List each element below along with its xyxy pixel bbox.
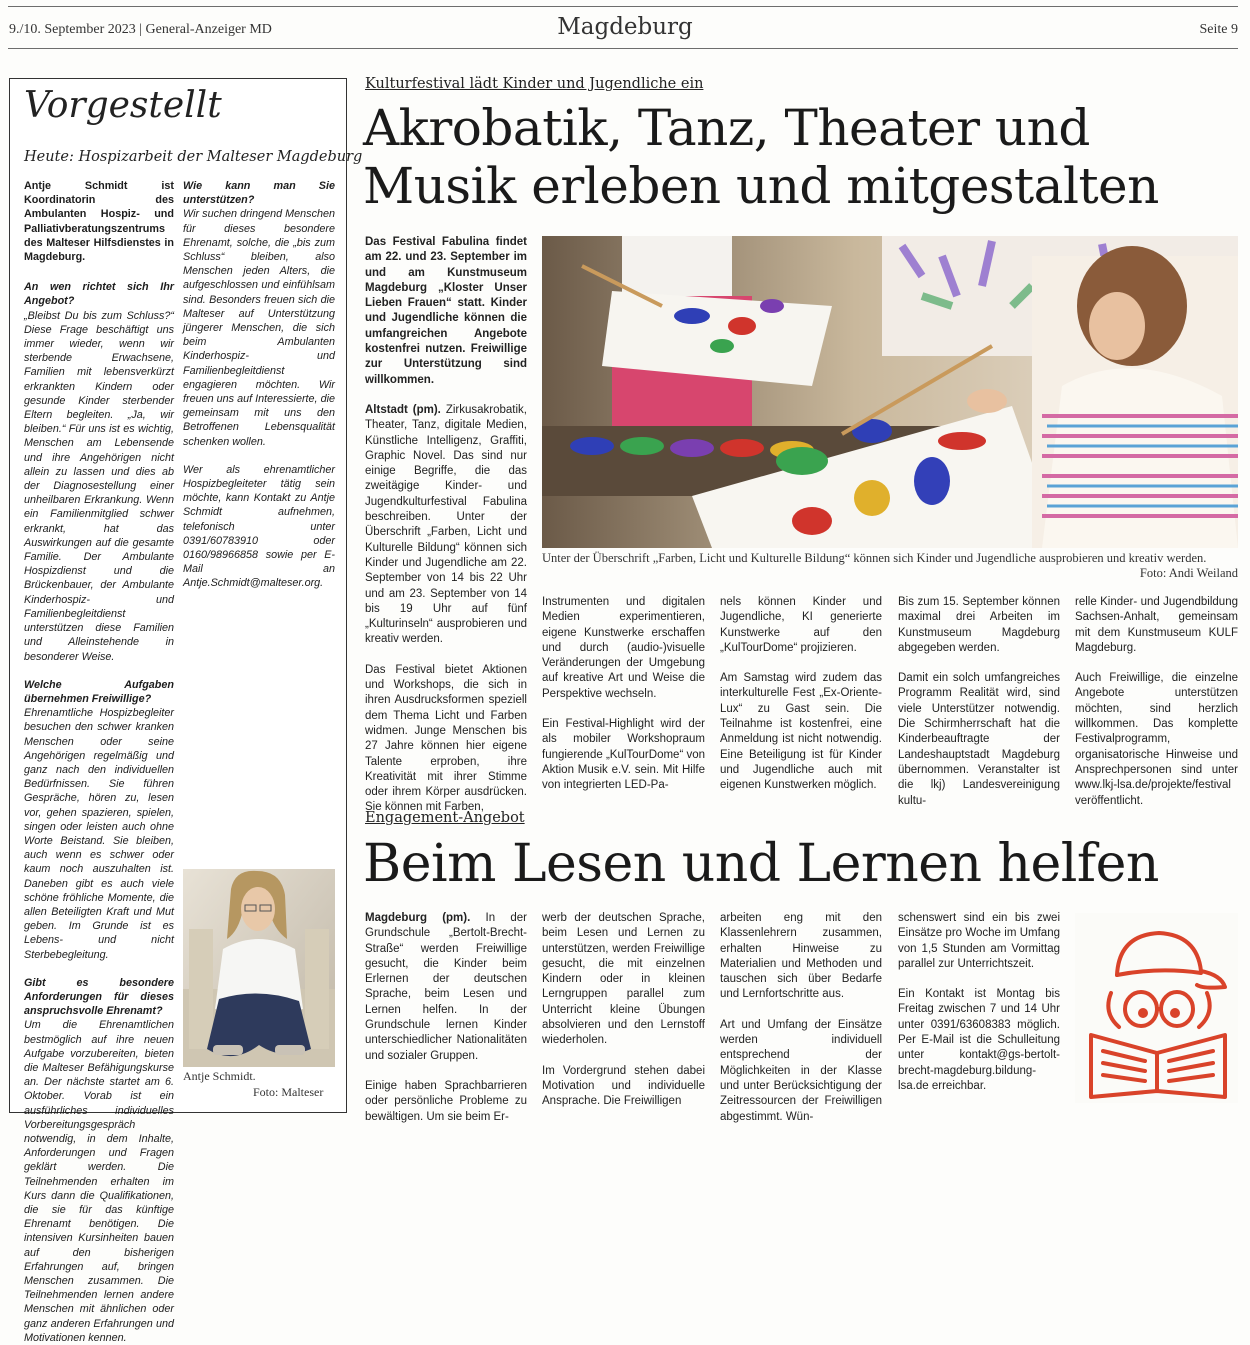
sidebar-title: Vorgestellt	[24, 85, 222, 126]
article1-column-4	[898, 595, 1060, 807]
portrait-credit: Foto: Malteser	[253, 1085, 324, 1099]
portrait-caption: Antje Schmidt.	[183, 1069, 256, 1083]
article1-c3a: nels können Kinder und Jugendliche, KI generierte Kunstwerke auf den „KulTourDome“ projizieren.	[720, 596, 882, 654]
article1-column-2	[542, 595, 705, 795]
article1-c5b: Auch Freiwillige, die einzelne Angebote unterstützen möchten, sind herzlich willkommen. Das komplette Festivalprogramm, organisatorische Hinweise und Ansprechpersonen sind unter www.lkj-lsa.de/projekte/festival veröffentlicht.	[1075, 672, 1238, 807]
reading-child-icon	[1075, 913, 1238, 1103]
article2-c1a: In der Grundschule „Bertolt-Brecht-Straße“ werden Freiwillige gesucht, die Kinder beim Erlernen der deutschen Sprache, beim Lesen und Lernen helfen. In der Grundschule lernen Kinder unterschiedlicher Nationalitäten und sozialer Gruppen.	[365, 912, 527, 1062]
question-2: Welche Aufgaben übernehmen Freiwillige?	[24, 678, 174, 705]
article2-headline: Beim Lesen und Lernen helfen	[363, 834, 1159, 894]
article2-kicker: Engagement-Angebot	[365, 810, 525, 826]
article1-c5a: relle Kinder- und Jugendbildung Sachsen-Anhalt, gemeinsam mit dem Kunstmuseum KULF Magdeburg.	[1075, 596, 1238, 654]
section-title: Magdeburg	[557, 14, 693, 40]
answer-4: Wir suchen dringend Menschen für dieses besondere Ehrenamt, solche, die „bis zum Schluss“ bleiben, also Menschen jeden Alters, die aufgeschlossen und einfühlsam sind. Besonders freuen sich die Malteser auf Unterstützung jüngerer Menschen, die sich beim Ambulanten Kinderhospiz- und Familienbegleitdienst engagieren möchten. Wir freuen uns auf Interessierte, die gemeinsam mit uns den Betroffenen Lebensqualität schenken wollen.	[183, 208, 335, 448]
article1-c4a: Bis zum 15. September können maximal drei Arbeiten im Kunstmuseum Magdeburg abgegeben werden.	[898, 596, 1060, 654]
article2-column-1	[365, 911, 527, 1123]
article1-p1-text: Zirkusakrobatik, Theater, Tanz, digitale Medien, Künstliche Intelligenz, Graffiti, Graphic Novel. Das sind nur einige Begriffe, die das zweitägige Kinder- und Jugendkulturfestival Fabulina beschreiben. Unter der Überschrift „Farben, Licht und Kulturelle Bildung“ können sich Kinder und Jugendliche am 22. September von 14 bis 22 Uhr und am 23. September von 14 bis 19 Uhr auf fünf „Kulturinseln“ ausprobieren und kreativ werden.	[365, 403, 527, 646]
sidebar-subtitle: Heute: Hospizarbeit der Malteser Magdeburg	[24, 149, 363, 165]
article2-column-2	[542, 911, 705, 1111]
article1-headline-line2: Musik erleben und mitgestalten	[363, 157, 1159, 215]
article2-c4b: Ein Kontakt ist Montag bis Freitag zwischen 7 und 14 Uhr unter 0391/63608383 möglich. Per E-Mail ist die Schulleitung unter kontakt@gs-bertolt-brecht-magdeburg.bildung-lsa.de erreichbar.	[898, 988, 1060, 1092]
article1-column-1	[365, 235, 527, 814]
portrait-photo	[183, 869, 335, 1067]
header-top-rule	[8, 6, 1238, 7]
answer-3: Um die Ehrenamtlichen bestmöglich auf ihre neuen Aufgabe vorzubereiten, bieten die Malteser Befähigungskurse an. Der nächste startet am 6. Oktober. Vorab ist ein ausführliches individuelles Vorbereitungsgespräch notwendig, in dem Inhalte, Anforderungen und Fragen geklärt werden. Die Teilnehmenden erhalten im Kurs dann die Qualifikationen, die sie für das künftige Ehrenamt benötigen. Die intensiven Kursinheiten bauen auf den bisherigen Erfahrungen auf, bringen Menschen zusammen. Die Teilnehmenden lernen andere Menschen mit ähnlichen oder ganz anderen Erfahrungen und Motivationen kennen.	[24, 1019, 174, 1344]
article1-dateline: Altstadt (pm).	[365, 403, 441, 416]
festival-photo-credit: Foto: Andi Weiland	[1139, 566, 1238, 580]
article1-c2a: Instrumenten und digitalen Medien experimentieren, eigene Kunstwerke erschaffen und durch (audio-)visuelle Veränderungen der Umgebung auf kreative Art und Weise die Perspektive wechseln.	[542, 596, 705, 700]
article1-c4b: Damit ein solch umfangreiches Programm Realität wird, sind viele Unterstützer notwendig. Die Schirmherrschaft hat die Kinderbeauftragte der Landeshauptstadt Magdeburg übernommen. Veranstalter ist die lkj) Landesvereinigung kultu-	[898, 672, 1060, 807]
article1-c3b: Am Samstag wird zudem das interkulturelle Fest „Ex-Oriente-Lux“ zu Gast sein. Die Teilnahme ist kostenfrei, eine Anmeldung ist nicht notwendig. Eine Beteiligung ist für Kinder und Jugendliche auch mit eigenen Kunstwerken möglich.	[720, 672, 882, 792]
festival-photo-caption-block	[542, 551, 1238, 581]
sidebar-box	[9, 78, 363, 1344]
article2-c2a: werb der deutschen Sprache, beim Lesen und Lernen zu unterstützen, werden Freiwillige gesucht, die mit einzelnen Kindern oder in kleinen Lerngruppen parallel zum Unterricht kleine Übungen absolvieren und den Lernstoff wiederholen.	[542, 912, 705, 1047]
article1-paragraph-1	[365, 403, 527, 648]
contact-info: Wer als ehrenamtlicher Hospizbegleiteter tätig sein möchte, kann Kontakt zu Antje Schmidt aufnehmen, telefonisch unter 0391/60783910 oder 0160/98966858 sowie per E-Mail an Antje.Schmidt@malteser.org.	[183, 463, 335, 590]
article2-column-4	[898, 911, 1060, 1111]
question-4: Wie kann man Sie unterstützen?	[183, 180, 335, 207]
article1-paragraph-2: Das Festival bietet Aktionen und Workshops, die sich in ihren Ausdrucksformen speziell dem Thema Licht und Farben widmen. Junge Menschen bis 27 Jahre können hier eigene Talente erproben, ihre Kreativität mit ihrer Stimme oder ihrem Körper ausdrücken. Sie können mit Farben,	[365, 663, 527, 814]
article1-lead: Das Festival Fabulina findet am 22. und 23. September im und am Kunstmuseum Magdeburg „Kloster Unser Lieben Frauen“ statt. Kinder und Jugendliche können die umfangreichen Angebote kostenfrei nutzen. Freiwillige zur Unterstützung sind willkommen.	[365, 236, 527, 386]
question-1: An wen richtet sich Ihr Angebot?	[24, 281, 174, 308]
sidebar-column-1	[24, 179, 174, 1344]
article1-headline-line1: Akrobatik, Tanz, Theater und	[363, 99, 1090, 157]
question-3: Gibt es besondere Anforderungen für dieses anspruchsvolle Ehrenamt?	[24, 976, 174, 1018]
article2-c3a: arbeiten eng mit den Klassenlehrern zusammen, erhalten Hinweise zu Materialien und Methoden und tauschen sich über Bedarfe und Lernfortschritte aus.	[720, 912, 882, 1001]
article2-column-3	[720, 911, 882, 1123]
article2-paragraph-1	[365, 911, 527, 1064]
article1-c2b: Ein Festival-Highlight wird der als mobiler Workshopraum fungierende „KulTourDome“ von Aktion Musik e.V. sein. Mit Hilfe von integrierten LED-Pa-	[542, 718, 706, 792]
sidebar-column-2	[183, 179, 335, 859]
article1-kicker: Kulturfestival lädt Kinder und Jugendliche ein	[365, 76, 704, 92]
festival-photo	[542, 236, 1238, 548]
sidebar-lead: Antje Schmidt ist Koordinatorin des Ambulanten Hospiz- und Palliativberatungszentrums des Malteser Hilfsdienstes in Magdeburg.	[24, 180, 174, 264]
answer-1: „Bleibst Du bis zum Schluss?“ Diese Frage beschäftigt uns immer wieder, wenn wir sterbende Erwachsene, Familien mit lebensverkürzt erkrankten Kindern oder gesunde Kinder sterbender Eltern begleiten. „Ja, wir bleiben.“ Für uns ist es wichtig, Menschen am Lebensende und ihre Angehörigen nicht allein zu lassen und dies ab der Diagnosestellung einer unheilbaren Erkrankung. Wenn ein Familienmitglied schwer erkrankt, hat das Auswirkungen auf die gesamte Familie. Der Ambulante Hospizdienst und die Brückenbauer, der Ambulante Kinderhospiz- und Familienbegleitdienst unterstützen diese Familien und Alleinstehende in besonderer Weise.	[24, 309, 174, 663]
article2-c4a: schenswert sind ein bis zwei Einsätze pro Woche im Umfang von 1,5 Stunden am Vormittag parallel zur Unterrichtszeit.	[898, 912, 1060, 970]
header-bottom-rule	[8, 48, 1238, 49]
article2-dateline: Magdeburg (pm).	[365, 912, 471, 924]
article1-column-5	[1075, 595, 1238, 807]
page-number: Seite 9	[1199, 22, 1238, 37]
answer-2: Ehrenamtliche Hospizbegleiter besuchen den schwer kranken Menschen oder seine Angehörigen regelmäßig und ganz nach den individuellen Bedürfnissen. Sie führen Gespräche, hören zu, lesen vor, gehen spazieren, spielen, singen oder leisten auch ohne Worte Beistand. Sie bleiben, auch wenn es schwer oder kaum noch auszuhalten ist. Daneben gibt es auch viele schöne fröhliche Momente, die allen Beteiligten Kraft und Mut geben. Im Grunde ist es Lebens- und nicht Sterbebegleitung.	[24, 707, 174, 961]
article2-c2b: Im Vordergrund stehen dabei Motivation und individuelle Ansprache. Die Freiwilligen	[542, 1064, 705, 1108]
article2-c3b: Art und Umfang der Einsätze werden individuell entsprechend der Möglichkeiten in der Klasse und unter Berücksichtigung der Zeitressourcen der Freiwilligen abgestimmt. Wün-	[720, 1018, 882, 1123]
article1-column-3	[720, 595, 882, 795]
festival-photo-caption: Unter der Überschrift „Farben, Licht und Kulturelle Bildung“ können sich Kinder und Jugendliche ausprobieren und kreativ werden.	[542, 551, 1207, 565]
header-date-source: 9./10. September 2023 | General-Anzeiger MD	[9, 22, 272, 37]
article2-c1b: Einige haben Sprachbarrieren oder persönliche Probleme zu bewältigen. Um sie beim Er-	[365, 1079, 527, 1123]
